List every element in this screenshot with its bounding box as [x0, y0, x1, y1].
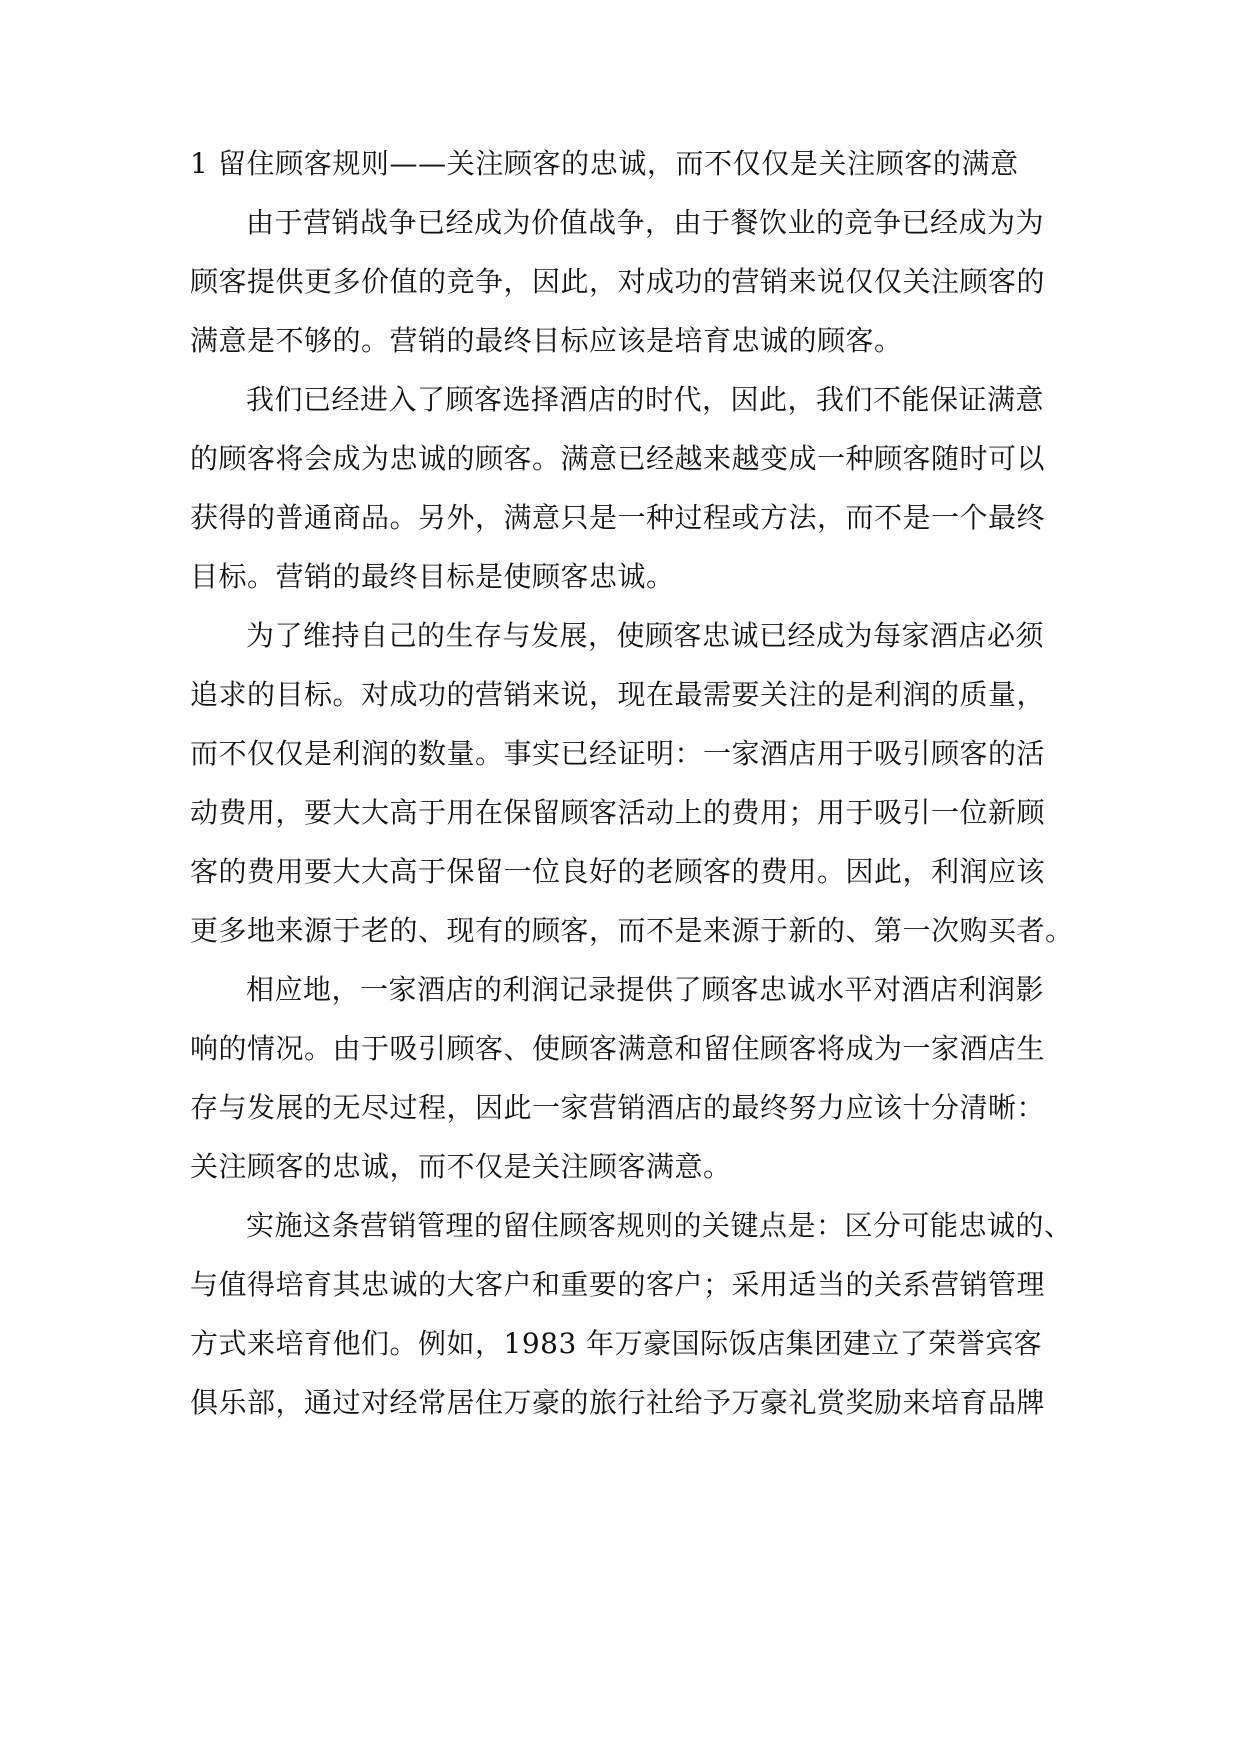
paragraph-line: 而不仅仅是利润的数量。事实已经证明：一家酒店用于吸引顾客的活 [190, 737, 1046, 770]
paragraph-line: 方式来培育他们。例如，1983 年万豪国际饭店集团建立了荣誉宾客 [190, 1327, 1043, 1360]
paragraph-line: 目标。营销的最终目标是使顾客忠诚。 [190, 560, 675, 593]
paragraph-line: 顾客提供更多价值的竞争，因此，对成功的营销来说仅仅关注顾客的 [190, 265, 1046, 298]
paragraph-line: 俱乐部，通过对经常居住万豪的旅行社给予万豪礼赏奖励来培育品牌 [190, 1386, 1046, 1419]
paragraph-line: 与值得培育其忠诚的大客户和重要的客户；采用适当的关系营销管理 [190, 1268, 1046, 1301]
paragraph-line: 更多地来源于老的、现有的顾客，而不是来源于新的、第一次购买者。 [190, 914, 1074, 947]
paragraph-line: 相应地，一家酒店的利润记录提供了顾客忠诚水平对酒店利润影 [246, 973, 1045, 1006]
paragraph-line: 追求的目标。对成功的营销来说，现在最需要关注的是利润的质量， [190, 678, 1046, 711]
paragraph-line: 存与发展的无尽过程，因此一家营销酒店的最终努力应该十分清晰： [190, 1091, 1046, 1124]
paragraph-line: 的顾客将会成为忠诚的顾客。满意已经越来越变成一种顾客随时可以 [190, 442, 1046, 475]
paragraph-line: 由于营销战争已经成为价值战争，由于餐饮业的竞争已经成为为 [246, 206, 1045, 239]
paragraph-line: 实施这条营销管理的留住顾客规则的关键点是：区分可能忠诚的、 [246, 1209, 1073, 1242]
paragraph-line: 动费用，要大大高于用在保留顾客活动上的费用；用于吸引一位新顾 [190, 796, 1046, 829]
paragraph-line: 满意是不够的。营销的最终目标应该是培育忠诚的顾客。 [190, 324, 903, 357]
paragraph-line: 关注顾客的忠诚，而不仅是关注顾客满意。 [190, 1150, 732, 1183]
paragraph-line: 获得的普通商品。另外，满意只是一种过程或方法，而不是一个最终 [190, 501, 1046, 534]
paragraph-line: 我们已经进入了顾客选择酒店的时代，因此，我们不能保证满意 [246, 383, 1045, 416]
paragraph-line: 为了维持自己的生存与发展，使顾客忠诚已经成为每家酒店必须 [246, 619, 1045, 652]
paragraph-line: 客的费用要大大高于保留一位良好的老顾客的费用。因此，利润应该 [190, 855, 1046, 888]
section-heading: 1 留住顾客规则——关注顾客的忠诚，而不仅仅是关注顾客的满意 [190, 147, 1019, 180]
paragraph-line: 响的情况。由于吸引顾客、使顾客满意和留住顾客将成为一家酒店生 [190, 1032, 1046, 1065]
